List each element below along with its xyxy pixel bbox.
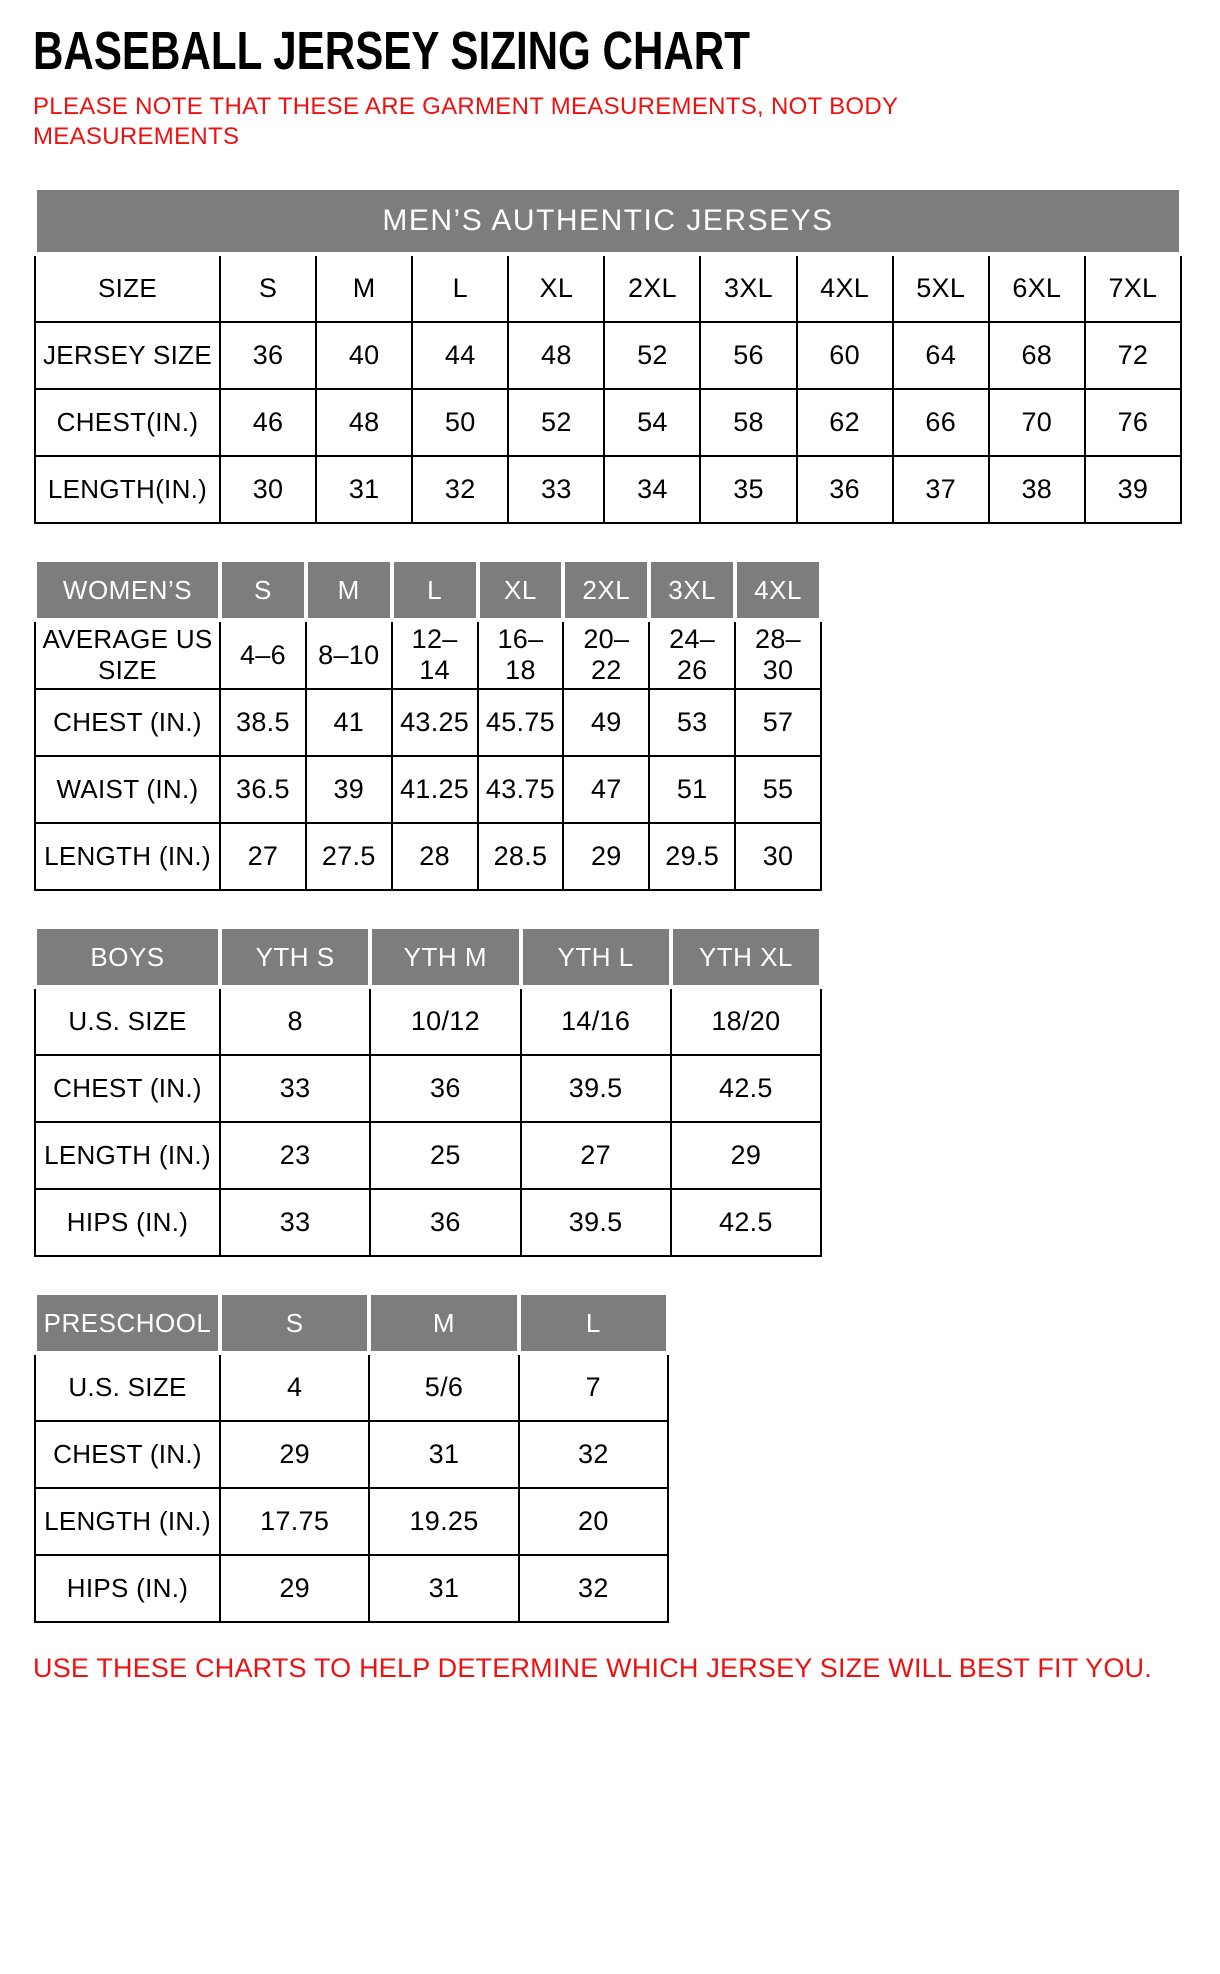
mens-size-value: 6XL <box>989 254 1085 322</box>
boys-header-label: BOYS <box>35 927 220 987</box>
row-label: HIPS (IN.) <box>35 1189 220 1256</box>
mens-jersey-size-value: 64 <box>893 322 989 389</box>
boys-us-size-value: 14/16 <box>521 987 671 1055</box>
preschool-chest-row <box>35 1421 668 1488</box>
boys-hips-row <box>35 1189 821 1256</box>
womens-chest-value: 53 <box>649 689 735 756</box>
row-label: U.S. SIZE <box>35 987 220 1055</box>
boys-us-size-row <box>35 987 821 1055</box>
row-label: LENGTH(IN.) <box>35 456 220 523</box>
mens-size-row <box>35 254 1181 322</box>
mens-length-value: 35 <box>700 456 796 523</box>
womens-size-header: L <box>392 560 478 620</box>
boys-length-row <box>35 1122 821 1189</box>
womens-size-header: 4XL <box>735 560 821 620</box>
mens-size-value: 5XL <box>893 254 989 322</box>
boys-chest-row <box>35 1055 821 1122</box>
mens-size-value: L <box>412 254 508 322</box>
womens-us-size-value: 12–14 <box>392 620 478 689</box>
womens-waist-value: 47 <box>563 756 649 823</box>
womens-table <box>33 558 823 891</box>
womens-length-value: 28 <box>392 823 478 890</box>
mens-length-row <box>35 456 1181 523</box>
womens-waist-value: 51 <box>649 756 735 823</box>
boys-size-header: YTH M <box>370 927 520 987</box>
mens-chest-value: 50 <box>412 389 508 456</box>
mens-chest-value: 48 <box>316 389 412 456</box>
mens-title-row <box>35 188 1181 254</box>
row-label: AVERAGE US SIZE <box>35 620 220 689</box>
row-label: U.S. SIZE <box>35 1353 220 1421</box>
mens-size-value: XL <box>508 254 604 322</box>
mens-jersey-size-value: 56 <box>700 322 796 389</box>
womens-length-value: 28.5 <box>478 823 564 890</box>
womens-chest-value: 45.75 <box>478 689 564 756</box>
womens-chest-row <box>35 689 821 756</box>
mens-length-value: 33 <box>508 456 604 523</box>
preschool-sizing-table <box>33 1291 1187 1623</box>
womens-waist-value: 36.5 <box>220 756 306 823</box>
boys-header-row <box>35 927 821 987</box>
mens-length-value: 31 <box>316 456 412 523</box>
mens-chest-value: 66 <box>893 389 989 456</box>
boys-hips-value: 33 <box>220 1189 370 1256</box>
womens-us-size-value: 4–6 <box>220 620 306 689</box>
preschool-table <box>33 1291 670 1623</box>
mens-jersey-size-value: 44 <box>412 322 508 389</box>
mens-size-value: 2XL <box>604 254 700 322</box>
row-label: HIPS (IN.) <box>35 1555 220 1622</box>
row-label: CHEST (IN.) <box>35 1421 220 1488</box>
preschool-size-header: M <box>369 1293 518 1353</box>
womens-length-value: 27.5 <box>306 823 392 890</box>
boys-length-value: 25 <box>370 1122 520 1189</box>
womens-waist-value: 39 <box>306 756 392 823</box>
womens-size-header: S <box>220 560 306 620</box>
preschool-hips-row <box>35 1555 668 1622</box>
womens-chest-value: 49 <box>563 689 649 756</box>
mens-jersey-size-row <box>35 322 1181 389</box>
mens-size-value: 4XL <box>797 254 893 322</box>
preschool-size-header: L <box>519 1293 668 1353</box>
boys-chest-value: 33 <box>220 1055 370 1122</box>
mens-size-value: 7XL <box>1085 254 1181 322</box>
womens-chest-value: 57 <box>735 689 821 756</box>
boys-length-value: 23 <box>220 1122 370 1189</box>
preschool-length-value: 19.25 <box>369 1488 518 1555</box>
womens-waist-value: 43.75 <box>478 756 564 823</box>
womens-header-row <box>35 560 821 620</box>
mens-length-value: 36 <box>797 456 893 523</box>
boys-hips-value: 42.5 <box>671 1189 821 1256</box>
page-title: BASEBALL JERSEY SIZING CHART <box>33 21 750 81</box>
womens-length-row <box>35 823 821 890</box>
mens-size-value: S <box>220 254 316 322</box>
mens-chest-value: 52 <box>508 389 604 456</box>
womens-waist-row <box>35 756 821 823</box>
row-label: CHEST(IN.) <box>35 389 220 456</box>
womens-waist-value: 55 <box>735 756 821 823</box>
mens-length-value: 39 <box>1085 456 1181 523</box>
row-label: WAIST (IN.) <box>35 756 220 823</box>
preschool-header-row <box>35 1293 668 1353</box>
mens-chest-value: 46 <box>220 389 316 456</box>
boys-chest-value: 36 <box>370 1055 520 1122</box>
preschool-chest-value: 31 <box>369 1421 518 1488</box>
row-label: JERSEY SIZE <box>35 322 220 389</box>
preschool-size-header: S <box>220 1293 369 1353</box>
womens-us-size-value: 28–30 <box>735 620 821 689</box>
womens-length-value: 29 <box>563 823 649 890</box>
boys-length-value: 27 <box>521 1122 671 1189</box>
boys-hips-value: 36 <box>370 1189 520 1256</box>
mens-jersey-size-value: 40 <box>316 322 412 389</box>
mens-length-value: 34 <box>604 456 700 523</box>
mens-size-value: M <box>316 254 412 322</box>
boys-size-header: YTH XL <box>671 927 821 987</box>
boys-length-value: 29 <box>671 1122 821 1189</box>
row-label: LENGTH (IN.) <box>35 1488 220 1555</box>
womens-length-value: 27 <box>220 823 306 890</box>
womens-us-size-value: 24–26 <box>649 620 735 689</box>
preschool-us-size-value: 7 <box>519 1353 668 1421</box>
preschool-chest-value: 29 <box>220 1421 369 1488</box>
mens-jersey-size-value: 72 <box>1085 322 1181 389</box>
preschool-hips-value: 31 <box>369 1555 518 1622</box>
mens-jersey-size-value: 52 <box>604 322 700 389</box>
mens-length-value: 32 <box>412 456 508 523</box>
preschool-us-size-value: 4 <box>220 1353 369 1421</box>
mens-chest-value: 76 <box>1085 389 1181 456</box>
mens-chest-value: 70 <box>989 389 1085 456</box>
mens-chest-value: 58 <box>700 389 796 456</box>
preschool-us-size-row <box>35 1353 668 1421</box>
mens-chest-value: 62 <box>797 389 893 456</box>
preschool-length-value: 17.75 <box>220 1488 369 1555</box>
row-label: CHEST (IN.) <box>35 689 220 756</box>
mens-chest-row <box>35 389 1181 456</box>
mens-sizing-table <box>33 186 1187 524</box>
mens-jersey-size-value: 36 <box>220 322 316 389</box>
womens-size-header: 3XL <box>649 560 735 620</box>
womens-us-size-value: 20–22 <box>563 620 649 689</box>
boys-size-header: YTH S <box>220 927 370 987</box>
womens-length-value: 29.5 <box>649 823 735 890</box>
mens-table <box>33 186 1183 524</box>
womens-chest-value: 41 <box>306 689 392 756</box>
womens-chest-value: 38.5 <box>220 689 306 756</box>
mens-jersey-size-value: 48 <box>508 322 604 389</box>
womens-sizing-table <box>33 558 1187 891</box>
womens-size-header: M <box>306 560 392 620</box>
mens-length-value: 37 <box>893 456 989 523</box>
fit-advice-footer: USE THESE CHARTS TO HELP DETERMINE WHICH JERSEY SIZE WILL BEST FIT YOU. <box>33 1653 1152 1683</box>
womens-header-label: WOMEN’S <box>35 560 220 620</box>
womens-us-size-value: 16–18 <box>478 620 564 689</box>
womens-waist-value: 41.25 <box>392 756 478 823</box>
mens-jersey-size-value: 68 <box>989 322 1085 389</box>
boys-us-size-value: 10/12 <box>370 987 520 1055</box>
boys-sizing-table <box>33 925 1187 1257</box>
mens-size-value: 3XL <box>700 254 796 322</box>
womens-us-size-row <box>35 620 821 689</box>
boys-hips-value: 39.5 <box>521 1189 671 1256</box>
mens-length-value: 38 <box>989 456 1085 523</box>
mens-chest-value: 54 <box>604 389 700 456</box>
boys-us-size-value: 8 <box>220 987 370 1055</box>
row-label: SIZE <box>35 254 220 322</box>
boys-size-header: YTH L <box>521 927 671 987</box>
boys-us-size-value: 18/20 <box>671 987 821 1055</box>
preschool-us-size-value: 5/6 <box>369 1353 518 1421</box>
preschool-header-label: PRESCHOOL <box>35 1293 220 1353</box>
boys-chest-value: 39.5 <box>521 1055 671 1122</box>
boys-chest-value: 42.5 <box>671 1055 821 1122</box>
preschool-hips-value: 32 <box>519 1555 668 1622</box>
preschool-length-value: 20 <box>519 1488 668 1555</box>
mens-length-value: 30 <box>220 456 316 523</box>
mens-jersey-size-value: 60 <box>797 322 893 389</box>
row-label: LENGTH (IN.) <box>35 823 220 890</box>
preschool-length-row <box>35 1488 668 1555</box>
garment-measurement-note: PLEASE NOTE THAT THESE ARE GARMENT MEASUREMENTS, NOT BODY MEASUREMENTS <box>33 93 898 150</box>
row-label: LENGTH (IN.) <box>35 1122 220 1189</box>
womens-length-value: 30 <box>735 823 821 890</box>
mens-table-title: MEN’S AUTHENTIC JERSEYS <box>35 188 1181 254</box>
womens-size-header: 2XL <box>563 560 649 620</box>
preschool-hips-value: 29 <box>220 1555 369 1622</box>
womens-chest-value: 43.25 <box>392 689 478 756</box>
preschool-chest-value: 32 <box>519 1421 668 1488</box>
womens-us-size-value: 8–10 <box>306 620 392 689</box>
row-label: CHEST (IN.) <box>35 1055 220 1122</box>
womens-size-header: XL <box>478 560 564 620</box>
boys-table <box>33 925 823 1257</box>
